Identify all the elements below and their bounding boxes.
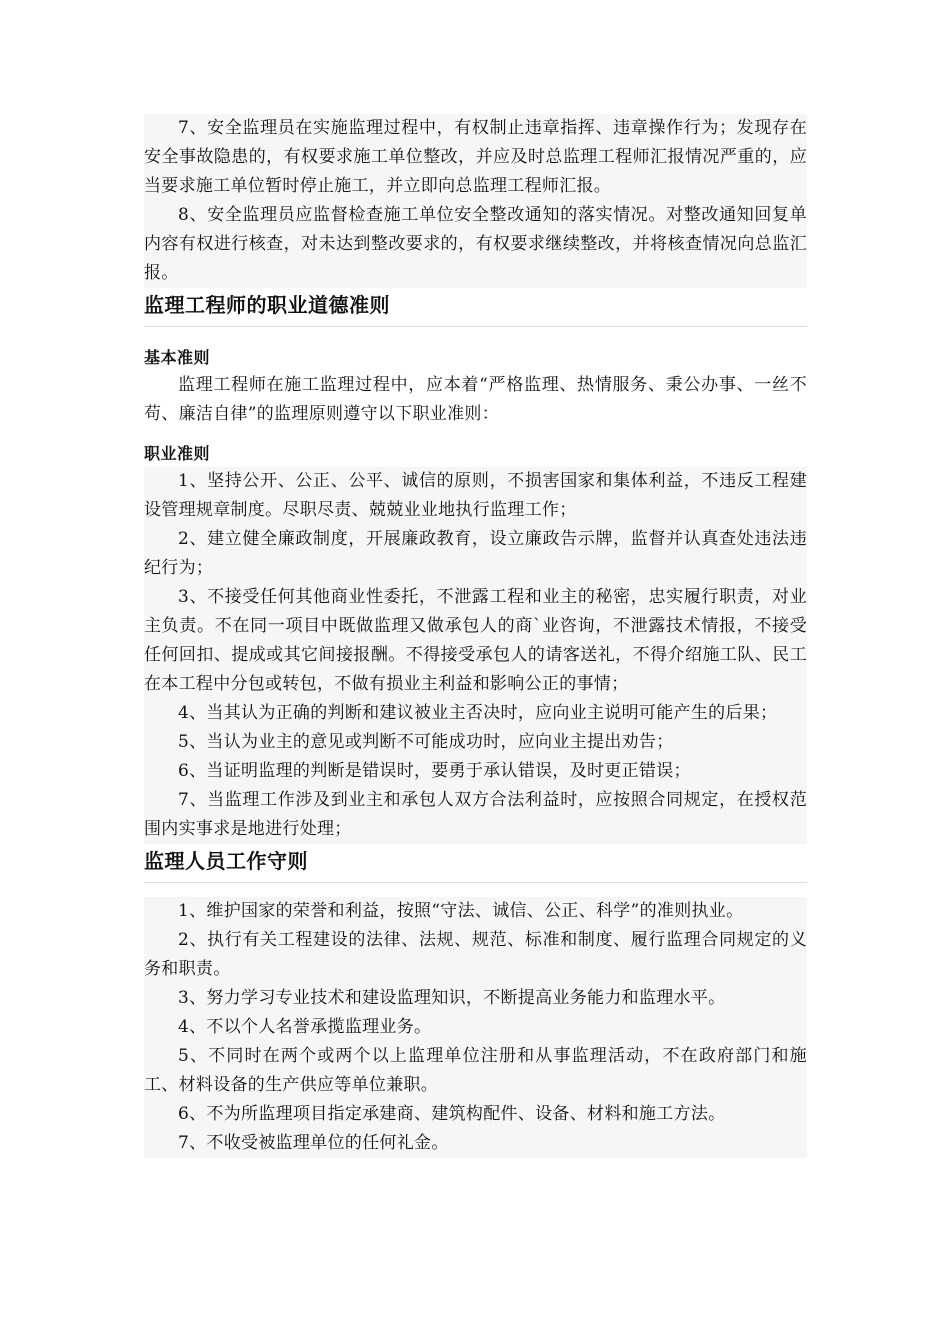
list-item: 2、执行有关工程建设的法律、法规、规范、标准和制度、履行监理合同规定的义务和职责。 (144, 930, 807, 979)
list-item: 3、不接受任何其他商业性委托，不泄露工程和业主的秘密，忠实履行职责，对业主负责。不在同一项目中既做监理又做承包人的商`业咨询，不泄露技术情报，不接受任何回扣、提成或其它间接报酬。不得接受承包人的请客送礼，不得介绍施工队、民工在本工程中分包或转包，不做有损业主利益和影响公正的事情； (144, 587, 807, 694)
section-title-ethics: 监理工程师的职业道德准则 (144, 288, 807, 327)
list-item: 4、当其认为正确的判断和建议被业主否决时，应向业主说明可能产生的后果； (178, 703, 778, 723)
paragraph-7: 7、安全监理员在实施监理过程中，有权制止违章指挥、违章操作行为；发现存在安全事故隐患的，有权要求施工单位整改，并应及时总监理工程师汇报情况严重的，应当要求施工单位暂时停止施工，并立即向总监理工程师汇报。 (144, 118, 807, 196)
list-item: 3、努力学习专业技术和建设监理知识，不断提高业务能力和监理水平。 (178, 988, 726, 1008)
subheading-professional: 职业准则 (144, 444, 211, 463)
basic-principle-text: 监理工程师在施工监理过程中，应本着“严格监理、热情服务、秉公办事、一丝不苟、廉洁自律”的监理原则遵守以下职业准则： (144, 375, 807, 424)
list-item: 5、不同时在两个或两个以上监理单位注册和从事监理活动，不在政府部门和施工、材料设备的生产供应等单位兼职。 (144, 1046, 807, 1095)
list-item: 6、当证明监理的判断是错误时，要勇于承认错误，及时更正错误； (178, 761, 691, 781)
work-rules-list (144, 897, 807, 1158)
document-page (144, 114, 807, 1158)
subheading-basic: 基本准则 (144, 348, 211, 367)
list-item: 5、当认为业主的意见或判断不可能成功时，应向业主提出劝告； (178, 732, 674, 752)
list-item: 7、不收受被监理单位的任何礼金。 (178, 1133, 449, 1153)
list-item: 4、不以个人名誉承揽监理业务。 (178, 1017, 432, 1037)
list-item: 2、建立健全廉政制度，开展廉政教育，设立廉政告示牌，监督并认真查处违法违纪行为； (144, 529, 807, 578)
professional-list (144, 467, 807, 844)
section-title-work-rules: 监理人员工作守则 (144, 844, 807, 883)
top-paragraph-block (144, 114, 807, 288)
list-item: 1、维护国家的荣誉和利益，按照“守法、诚信、公正、科学”的准则执业。 (178, 901, 744, 921)
list-item: 7、当监理工作涉及到业主和承包人双方合法利益时，应按照合同规定，在授权范围内实事求是地进行处理； (144, 790, 807, 839)
list-item: 6、不为所监理项目指定承建商、建筑构配件、设备、材料和施工方法。 (178, 1104, 726, 1124)
paragraph-8: 8、安全监理员应监督检查施工单位安全整改通知的落实情况。对整改通知回复单内容有权进行核查，对未达到整改要求的，有权要求继续整改，并将核查情况向总监汇报。 (144, 205, 807, 283)
list-item: 1、坚持公开、公正、公平、诚信的原则，不损害国家和集体利益，不违反工程建设管理规章制度。尽职尽责、兢兢业业地执行监理工作； (144, 471, 807, 520)
